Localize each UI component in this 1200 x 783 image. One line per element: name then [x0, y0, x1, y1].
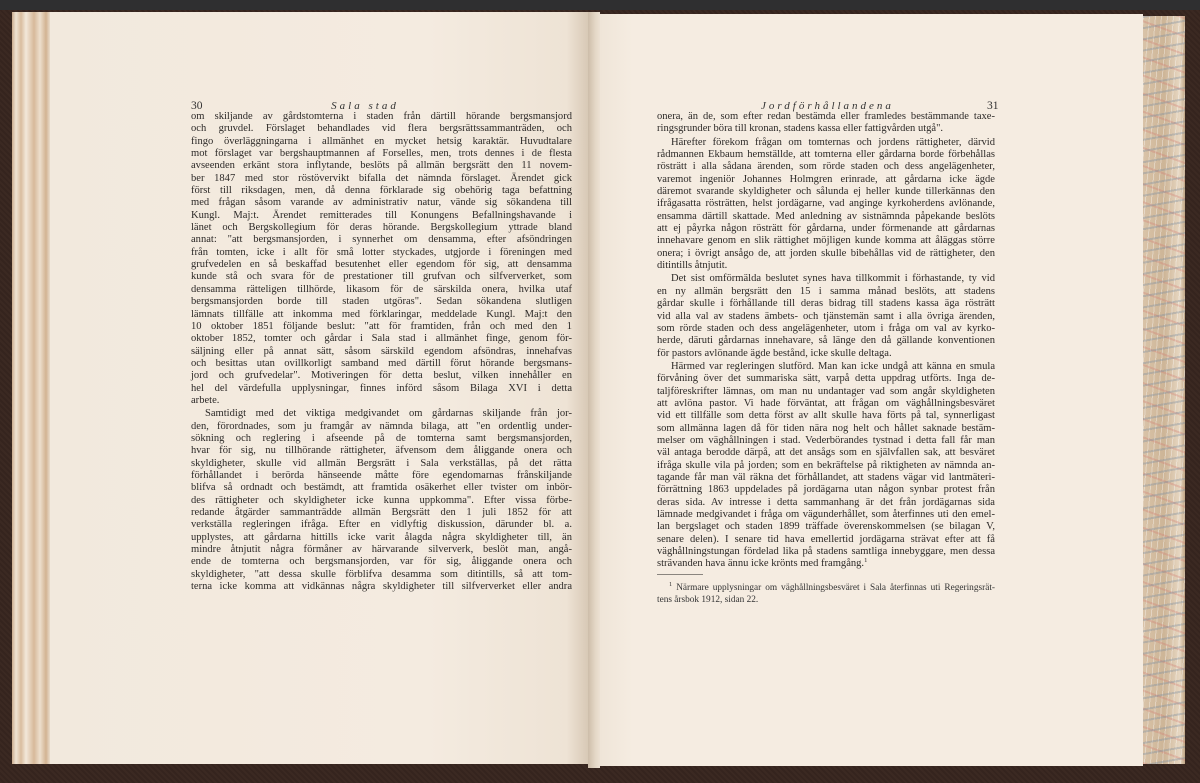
text-line	[191, 408, 572, 420]
text-line-content: först till riksdagen, men, då denna förklarade sig obehörig taga befattning	[191, 185, 572, 197]
text-line-content: Samtidigt med det viktiga medgivandet om gårdarnas skiljande från jor-	[205, 408, 572, 420]
text-line	[191, 160, 572, 172]
right-running-head: Jordförhållandena	[761, 100, 894, 112]
text-line-content: som allmänna lagen då för tiden nära nog helt och hållet saknade bestäm-	[657, 422, 995, 434]
text-line	[657, 235, 995, 247]
text-line	[657, 497, 995, 509]
paragraph	[657, 361, 995, 571]
text-line-content: säljning eller på annat sätt, såsom särskild egendom afsöndras, innehafvas	[191, 345, 572, 357]
text-line	[657, 198, 995, 210]
paragraph	[657, 111, 995, 136]
text-line-content: avseenden erkänt stora inflytande, beslöts på allmän bergsrätt den 11 novem-	[191, 160, 572, 172]
text-line	[657, 137, 995, 149]
text-line-content: mindre åtnjutit några förmåner av härvarande silververk, beslöt man, angå-	[191, 544, 572, 556]
text-line-content: ifråga skulle vila på jorden; som en bekräftelse på riktigheten av nämnda an-	[657, 459, 995, 471]
text-line	[657, 174, 995, 186]
text-line-content: annat: "att bergsmansjorden, i synnerhet om densamma, efter afsöndringen	[191, 234, 572, 246]
text-line	[191, 421, 572, 433]
text-line	[657, 286, 995, 298]
text-line-content: Härefter förekom frågan om tomternas och jordens rättigheter, därvid	[671, 136, 995, 148]
text-line	[657, 410, 995, 422]
text-line	[657, 323, 995, 335]
text-line	[191, 222, 572, 234]
text-line	[657, 398, 995, 410]
text-line	[657, 211, 995, 223]
text-line	[657, 335, 995, 347]
text-line	[191, 136, 572, 148]
text-line-content: med frågan såsom varande av administrativ natur, vände sig sökandena till	[191, 197, 572, 209]
text-line-content: ber 1847 med stor röstövervikt bifalla det nämnda förslaget. Ärendet gick	[191, 172, 572, 184]
text-line	[657, 273, 995, 285]
text-line-content: skyldigheter, skulle vid allmän Bergsrätt i Sala verkställas, på det rätta	[191, 457, 572, 469]
text-line-content: onera, än de, som efter redan bestämda eller framledes bestämmande taxe-	[657, 111, 995, 122]
text-line-content: vid ett tillfälle som detta först av allt skulle hava förts på tal, synnerligast	[657, 410, 995, 422]
text-line-content: förhållandet i berörda hänseende måtte före egendomarnas frånskiljande	[191, 469, 572, 481]
text-line-content: deras sida. Av intresse i detta sammanhang är det från jordägarnas sida	[657, 496, 995, 508]
text-line-content: fingo överläggningarna i allmänhet en mycket hetsig karaktär. Huvudtalare	[191, 135, 572, 147]
text-line	[191, 532, 572, 544]
text-line	[191, 259, 572, 271]
text-line-content: en ny allmän bergsrätt den 15 i samma månad beslöts, att stadens	[657, 285, 995, 297]
text-line-content: grufvedelen en så beskaffad besutenhet eller egendom för sig, att densamma	[191, 259, 572, 271]
text-line-content: mot förslaget var bergshauptmannen af Forselles, men, trots dennes i de flesta	[191, 148, 572, 160]
text-line-content: hvar för sig, nu tillhörande rättigheter, äfvensom dem åliggande onera och	[191, 445, 572, 457]
text-line	[657, 460, 995, 472]
text-line-content: däremot svarande skyldigheter och sålunda ej heller kunde tillerkännas den	[657, 186, 995, 198]
text-line-content: innehavare genom en slik rättighet möjligen kunde komma att åläggas större	[657, 235, 995, 247]
text-line-content: bergsmansjorden borde till staden utgöras". Sedan sökandena slutligen	[191, 296, 572, 308]
text-line-content: hel del värdefulla upplysningar, finnes införd såsom Bilaga XVI i detta	[191, 382, 572, 394]
text-line-content: ende de tomterna och bergsmansjorden, var för sig, åliggande onera och	[191, 556, 572, 568]
text-line	[191, 185, 572, 197]
text-line-content: ditintills åtnjutit.	[657, 260, 728, 272]
text-line	[657, 423, 995, 435]
paragraph	[191, 111, 572, 407]
text-line-content: terna icke komma att vidkännas några skyldigheter till silfververket eller andra	[191, 581, 572, 593]
text-line-content: att ej påyrka någon rösträtt för gårdarna, under förmenande att gårdarnas	[657, 223, 995, 235]
text-line	[657, 361, 995, 373]
text-line-content: den, förordnades, som ju framgår av nämnda bilaga, att "en ordentlig under-	[191, 420, 572, 432]
text-line	[191, 383, 572, 395]
left-body-text	[191, 111, 572, 593]
text-line	[191, 433, 572, 445]
text-line-content: oktober 1852, tomter och gårdar i Sala stad i allmänhet finge, genom för-	[191, 333, 572, 345]
text-line-content: upplystes, att gårdarna hittills icke varit ålagda några skyldigheter till, än	[191, 531, 572, 543]
right-page-number: 31	[987, 100, 999, 112]
footnote	[657, 582, 995, 606]
text-line	[657, 161, 995, 173]
text-line-content: lan bergslaget och staden 1899 träffade överenskommelsen (se bilagan V,	[657, 521, 995, 533]
text-line	[191, 173, 572, 185]
text-line	[191, 309, 572, 321]
footnote-line	[657, 582, 995, 594]
paragraph	[657, 137, 995, 273]
text-line	[191, 247, 572, 259]
text-line-content: förrättning 1863 uppdelades på jordägarna utan någon synbar protest från	[657, 484, 995, 496]
text-line-content: densamma rätteligen tillhörde, likasom för de särskilda onera, hvilka utaf	[191, 283, 572, 295]
text-line	[657, 348, 995, 360]
text-line	[657, 311, 995, 323]
text-line-content: jord och grufvedelar". Motiveringen för detta beslut, vilken innehåller en	[191, 370, 572, 382]
text-line	[191, 148, 572, 160]
text-line	[657, 373, 995, 385]
text-line	[657, 123, 995, 135]
text-line	[191, 111, 572, 123]
text-line	[191, 495, 572, 507]
text-line	[191, 445, 572, 457]
text-line-content: som rörde staden och dess angelägenheter, utom i fråga om val av kyrko-	[657, 322, 995, 334]
text-line	[657, 484, 995, 496]
right-body-text	[657, 111, 995, 571]
text-line-content: herde, däruti gårdarnas innehavare, så länge den då gällande konventionen	[657, 335, 995, 347]
marbled-page-edge	[1143, 16, 1185, 764]
text-line	[191, 321, 572, 333]
text-line-content: ensamma därtill skattade. Med anledning av sistnämnda påpekande beslöts	[657, 210, 995, 222]
text-line	[191, 296, 572, 308]
left-page-number: 30	[191, 100, 203, 112]
footnote-marker: 1	[669, 581, 673, 588]
text-line	[191, 470, 572, 482]
text-line	[191, 333, 572, 345]
text-line-content: blifva så ordnadt och bestämdt, att framtida osäkerhet eller tvister om inbör-	[191, 482, 572, 494]
text-line-content: verkställa regleringen ifråga. Efter en vidlyftig diskussion, därunder bl. a.	[191, 519, 572, 531]
page-stack-left-edge	[12, 12, 50, 764]
text-line-content: skyldigheter, "att dessa skulle förblifva desamma som ditintills, så att tom-	[191, 568, 572, 580]
text-line	[191, 556, 572, 568]
text-line	[191, 210, 572, 222]
text-line	[191, 284, 572, 296]
text-line-content: senare delen). I senare tid hava emellertid jordägarna strävat efter att få	[657, 533, 995, 545]
text-line-content: Härmed var regleringen slutförd. Man kan icke undgå att känna en smula	[671, 360, 995, 372]
text-line-content: ringsgrunder böra till kronan, stadens kassa eller fattigvården utgå".	[657, 123, 944, 135]
text-line	[191, 395, 572, 407]
footnote-line	[657, 594, 995, 606]
text-line	[657, 386, 995, 398]
text-line-content: des rättigheter och skyldigheter icke kunna uppkomma". Efter vissa förbe-	[191, 494, 572, 506]
text-line-content: länet och Bergskollegium för deras hörande. Bergskollegium yttrade bland	[191, 222, 572, 234]
text-line-content: och gruvdel. Förslaget behandlades vid flera bergsrättssammanträden, och	[191, 123, 572, 135]
text-line	[657, 447, 995, 459]
text-line	[191, 569, 572, 581]
text-line-content: rösträtt i alla sådana ärenden, som rörde staden och dess angelägenheter,	[657, 161, 995, 173]
text-line	[657, 558, 995, 570]
text-line	[657, 521, 995, 533]
text-line-content: för pastors avlönande ägde bestånd, icke skulle deltaga.	[657, 347, 892, 359]
book-gutter	[588, 12, 600, 768]
text-line	[657, 186, 995, 198]
text-line	[657, 435, 995, 447]
text-line	[191, 544, 572, 556]
text-line	[657, 260, 995, 272]
text-line	[657, 298, 995, 310]
text-line-content: vid alla val av stadens ämbets- och tjänstemän samt i alla övriga ärenden,	[657, 310, 995, 322]
text-line-content: lämnade medgivandet i fråga om vägunderhållet, som återfinnes uti den emel-	[657, 509, 995, 520]
text-line-content: sökning och reglering i afseende på de tomterna samt bergsmansjorden,	[191, 432, 572, 444]
text-line-content: varemot ingeniör Johannes Holmgren erinrade, att gårdarna icke ägde	[657, 173, 995, 185]
text-line	[191, 358, 572, 370]
paragraph	[191, 408, 572, 593]
text-line	[657, 111, 995, 123]
scanner-top-bar	[0, 0, 1200, 10]
text-line	[191, 519, 572, 531]
text-line	[657, 546, 995, 558]
text-line-content: rådmannen Ekbaum hemställde, att tomterna eller gårdarna borde förbehållas	[657, 149, 995, 161]
text-line-content: om skiljande av gårdstomterna i staden från därtill hörande bergsmansjord	[191, 111, 572, 122]
text-line	[191, 123, 572, 135]
footnote-line-content: tens årsbok 1912, sidan 22.	[657, 595, 759, 605]
text-line-content: Kungl. Maj:t. Ärendet remitterades till Konungens Befallningshavande i	[191, 209, 572, 221]
text-line	[657, 472, 995, 484]
left-running-head: Sala stad	[331, 100, 399, 112]
text-line-content: tagande får man väl räkna det förhållandet, att stadens vägar vid lantmäteri-	[657, 471, 995, 483]
text-line	[657, 509, 995, 521]
text-line-content: att avlöna pastor. Vi hade förväntat, att frågan om väghållningsbesväret	[657, 397, 995, 409]
text-line	[191, 234, 572, 246]
text-line	[191, 482, 572, 494]
text-line-content: 10 oktober 1851 följande beslut: "att för framtiden, från och med den 1	[191, 320, 572, 332]
text-line-content: arbete.	[191, 394, 220, 406]
text-line	[191, 370, 572, 382]
text-line-content: väl antaga berodde därpå, att det ansågs som en självfallen sak, att besväret	[657, 447, 995, 459]
paragraph	[657, 273, 995, 359]
footnote-line-content: Närmare upplysningar om väghållningsbesväret i Sala återfinnas uti Regeringsrät-	[676, 583, 996, 593]
text-line	[191, 197, 572, 209]
text-line-content: ifrågasatta rösträtten, helst jordägarne, vad anginge kyrkoherdens avlönande,	[657, 198, 995, 210]
text-line-content: lämnats tillfälle att inkomma med förklaringar, meddelade Kungl. Maj:t den	[191, 308, 572, 320]
text-line-content: gårdar skulle i förhållande till deras bidrag till stadens kassa äga rösträtt	[657, 298, 995, 310]
text-line-content: taljföreskrifter lämnas, om man nu undantager vad som angår skyldigheten	[657, 385, 995, 397]
text-line-content: kunde stå och svara för de prestationer till grufvan och silfververket, som	[191, 271, 572, 283]
text-line	[191, 346, 572, 358]
footnote-reference: 1	[864, 557, 868, 565]
text-line	[191, 271, 572, 283]
text-line	[191, 581, 572, 593]
text-line	[657, 248, 995, 260]
text-line-content: från tomten, icke i allt för små lotter styckades, utgjorde i föreningen med	[191, 246, 572, 258]
text-line	[657, 534, 995, 546]
text-line	[657, 149, 995, 161]
footnote-divider	[657, 574, 703, 575]
text-line-content: redande åtgärder sammanträdde allmän Bergsrätt den 1 juli 1852 för att	[191, 507, 572, 518]
text-line-content: förvåning över det summariska sätt, varpå detta uppdrag utförts. Inga de-	[657, 373, 995, 385]
text-line	[191, 458, 572, 470]
text-line-content: melser om väghållningen i stad. Vederbörandes tystnad i detta fall får man	[657, 434, 995, 446]
text-line-content: Det sist omförmälda beslutet synes hava tillkommit i förhastande, ty vid	[671, 273, 995, 285]
text-line-content: onera; i övrigt ansågo de, att jorden skulle bibehållas vid de rättigheter, den	[657, 247, 995, 259]
text-line-content: strävanden hava ännu icke krönts med framgång.	[657, 558, 865, 570]
text-line-content: och besittas utan ovillkorligt samband med därtill förut hörande bergsmans-	[191, 357, 572, 369]
text-line	[191, 507, 572, 519]
text-line	[657, 223, 995, 235]
text-line-content: väghållningstungan fördelad lika på stadens samtliga innebyggare, men dessa	[657, 546, 995, 558]
